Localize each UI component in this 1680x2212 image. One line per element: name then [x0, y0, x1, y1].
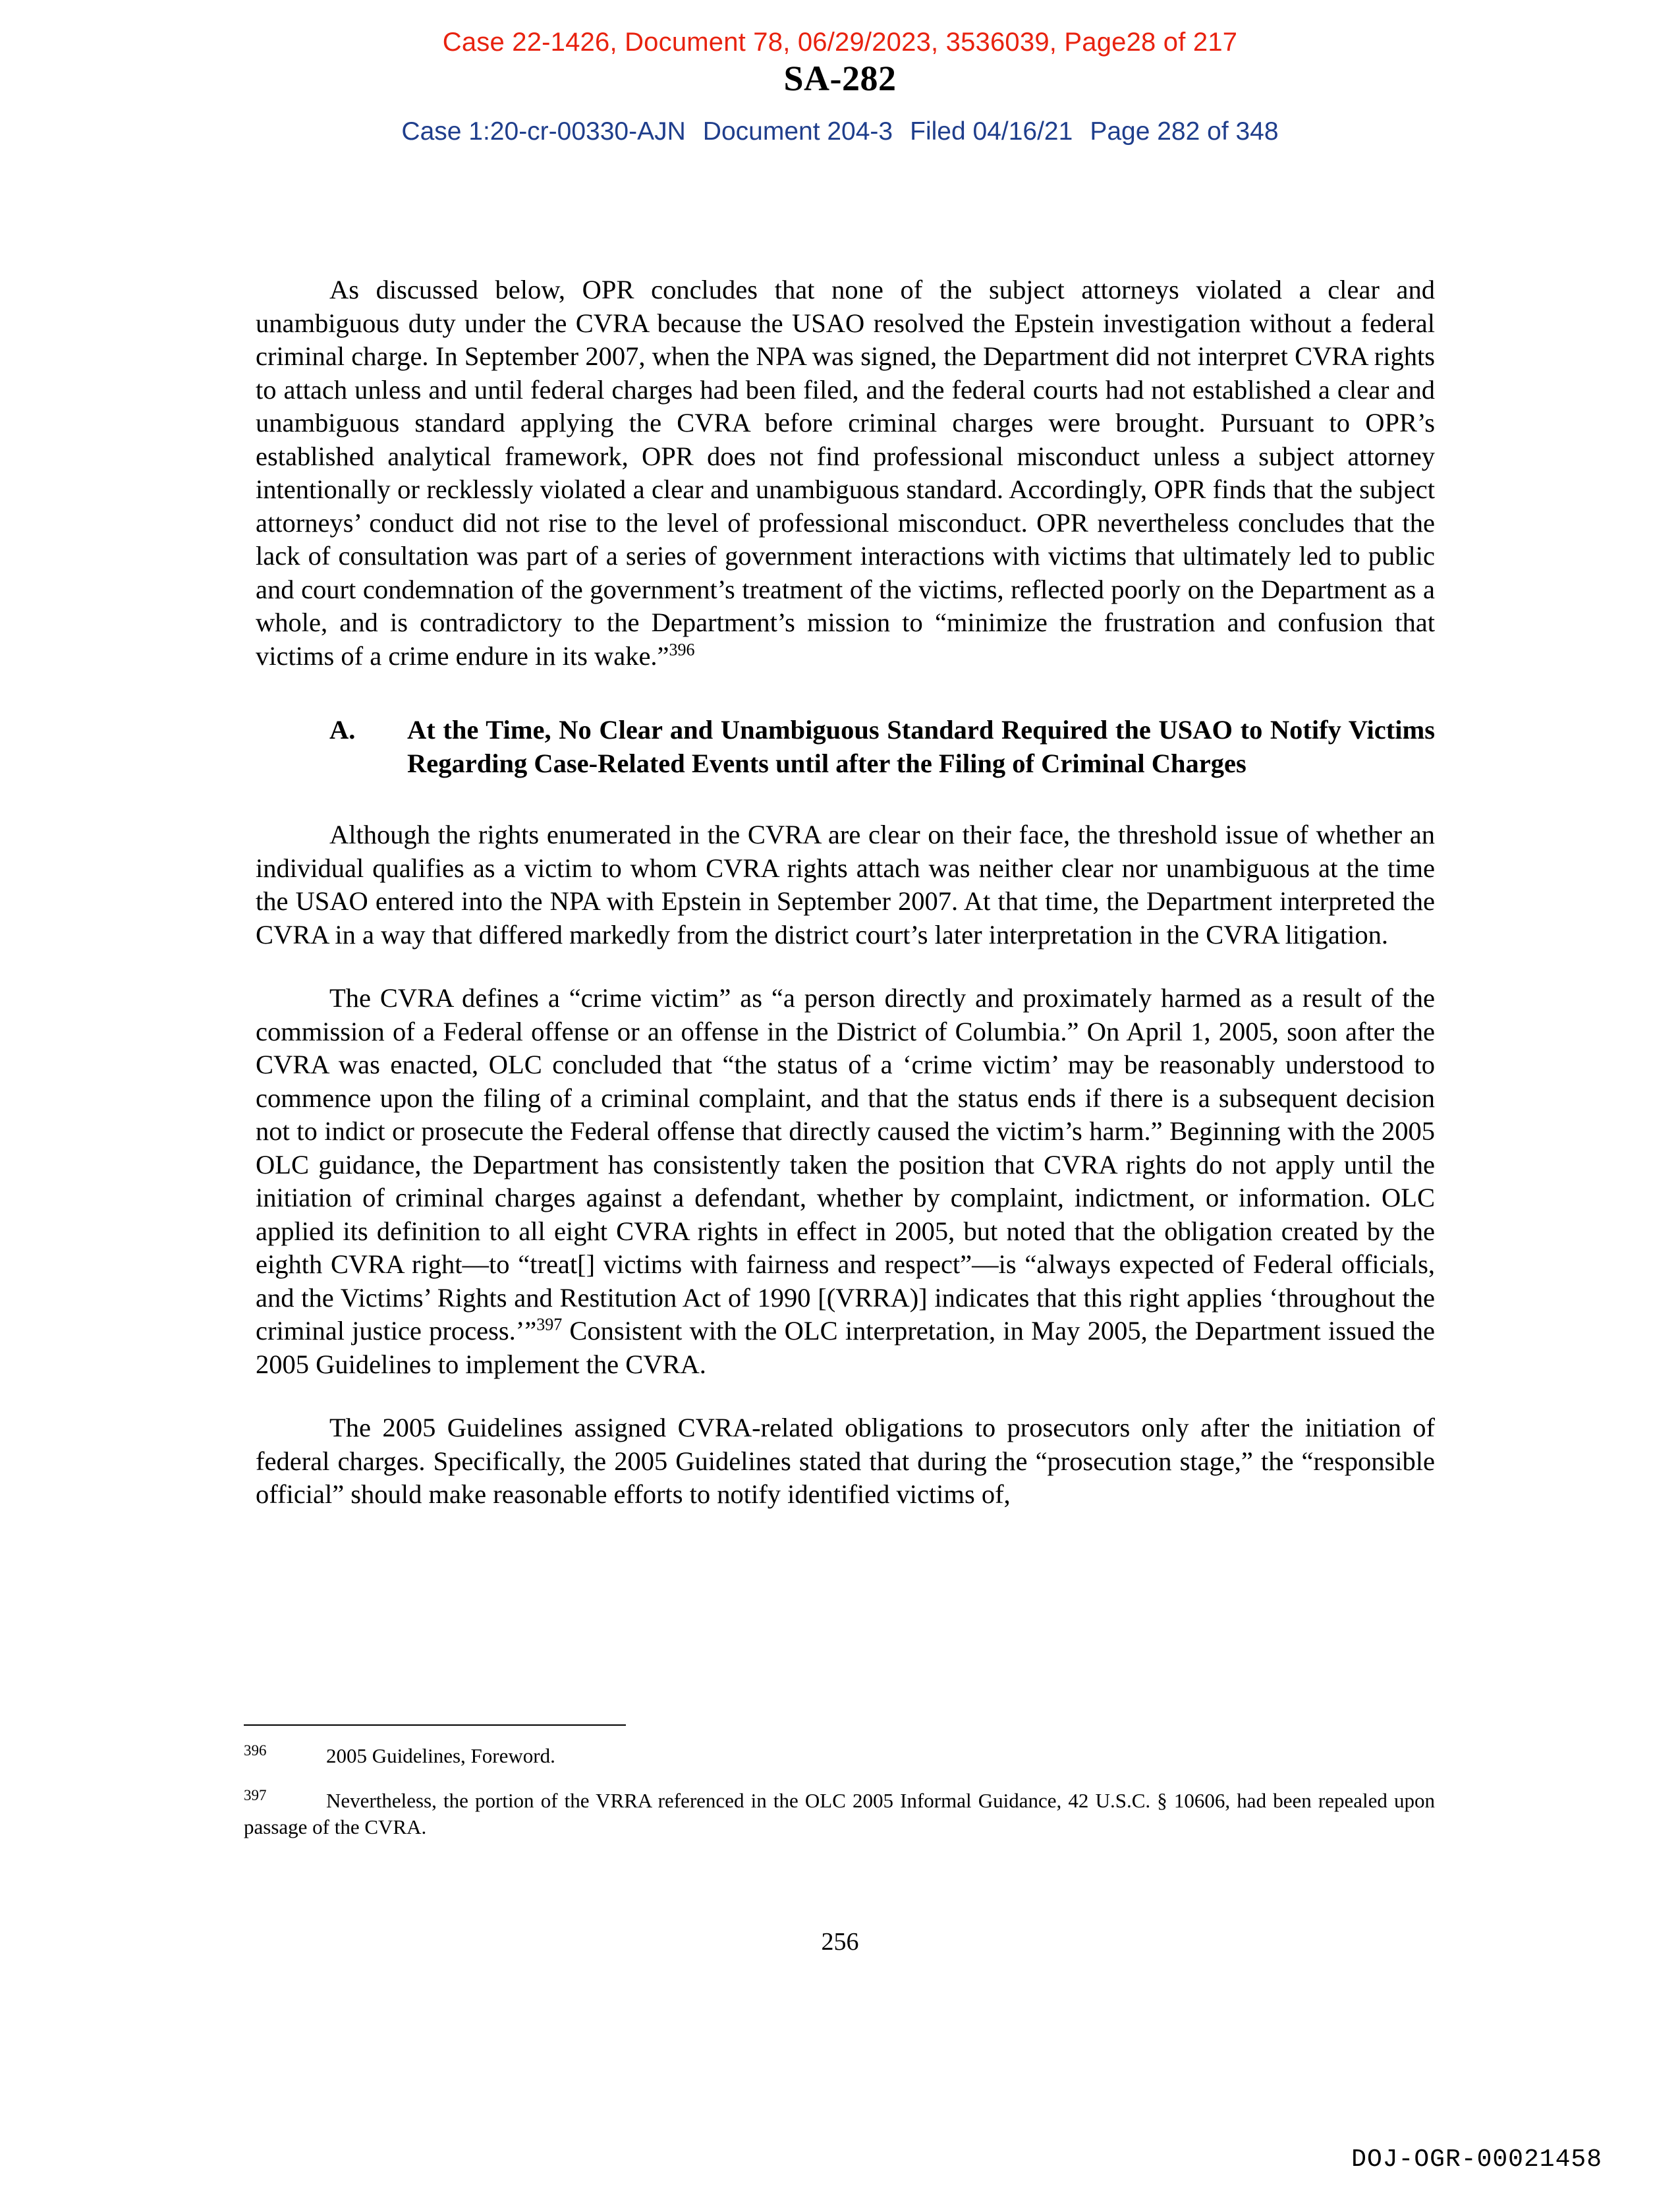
paragraph-1: [256, 273, 1435, 673]
district-filed-date: Filed 04/16/21: [910, 117, 1073, 146]
paragraph-4: The 2005 Guidelines assigned CVRA-related obligations to prosecutors only after the initiation of federal charges. Specifically, the 2005 Guidelines stated that during the “prosecution stage,” the “responsible official” should make reasonable efforts to notify identified victims of,: [256, 1413, 1435, 1509]
footnote-marker-397: 397: [536, 1315, 563, 1334]
footnote-separator-rule: [244, 1724, 626, 1726]
section-title: At the Time, No Clear and Unambiguous Standard Required the USAO to Notify Victims Regarding Case-Related Events until after the Filing of Criminal Charges: [407, 715, 1435, 778]
section-letter: A.: [329, 715, 356, 745]
footnote-396-text: 2005 Guidelines, Foreword.: [326, 1744, 555, 1767]
footnote-396: [244, 1743, 1435, 1769]
ecf-header-stamp: Case 22-1426, Document 78, 06/29/2023, 3536039, Page28 of 217: [442, 28, 1238, 57]
footnote-397-text: Nevertheless, the portion of the VRRA referenced in the OLC 2005 Informal Guidance, 42 U.S.C. § 10606, had been repealed upon passage of the CVRA.: [244, 1789, 1435, 1838]
bates-number: DOJ-OGR-00021458: [1351, 2145, 1602, 2174]
district-document-number: Document 204-3: [702, 117, 893, 146]
paragraph-3-text-b: Consistent with the OLC interpretation, in May 2005, the Department issued the 2005 Guidelines to implement the CVRA.: [256, 1316, 1435, 1379]
document-body: [256, 273, 1435, 1512]
paragraph-1-text: As discussed below, OPR concludes that none of the subject attorneys violated a clear and unambiguous duty under the CVRA because the USAO resolved the Epstein investigation without a federal criminal charge. In September 2007, when the NPA was signed, the Department did not interpret CVRA rights to attach unless and until federal charges had been filed, and the federal courts had not established a clear and unambiguous standard applying the CVRA before criminal charges were brought. Pursuant to OPR’s established analytical framework, OPR does not find professional misconduct unless a subject attorney intentionally or recklessly violated a clear and unambiguous standard. Accordingly, OPR finds that the subject attorneys’ conduct did not rise to the level of professional misconduct. OPR nevertheless concludes that the lack of consultation was part of a series of government interactions with victims that ultimately led to public and court condemnation of the government’s treatment of the victims, reflected poorly on the Department as a whole, and is contradictory to the Department’s mission to “minimize the frustration and confusion that victims of a crime endure in its wake.”: [256, 275, 1435, 671]
district-court-header-stamp: [0, 117, 1680, 146]
footnote-marker-396: 396: [669, 640, 695, 659]
district-case-number: Case 1:20-cr-00330-AJN: [401, 117, 686, 146]
appendix-page-label: SA-282: [783, 59, 897, 98]
footnote-area: [244, 1724, 1435, 1859]
footnote-397: [244, 1788, 1435, 1840]
paragraph-3-text-a: The CVRA defines a “crime victim” as “a person directly and proximately harmed as a result of the commission of a Federal offense or an offense in the District of Columbia.” On April 1, 2005, soon after the CVRA was enacted, OLC concluded that “the status of a ‘crime victim’ may be reasonably understood to commence upon the filing of a criminal complaint, and that the status ends if there is a subsequent decision not to indict or prosecute the Federal offense that directly caused the victim’s harm.” Beginning with the 2005 OLC guidance, the Department has consistently taken the position that CVRA rights do not apply until the initiation of criminal charges against a defendant, whether by complaint, indictment, or information. OLC applied its definition to all eight CVRA rights in effect in 2005, but noted that the obligation created by the eighth CVRA right—to “treat[] victims with fairness and respect”—is “always expected of Federal officials, and the Victims’ Rights and Restitution Act of 1990 [(VRRA)] indicates that this right applies ‘throughout the criminal justice process.’”: [256, 983, 1435, 1346]
district-page-number: Page 282 of 348: [1090, 117, 1279, 146]
paragraph-2: Although the rights enumerated in the CVRA are clear on their face, the threshold issue of whether an individual qualifies as a victim to whom CVRA rights attach was neither clear nor unambiguous at the time the USAO entered into the NPA with Epstein in September 2007. At that time, the Department interpreted the CVRA in a way that differed markedly from the district court’s later interpretation in the CVRA litigation.: [256, 820, 1435, 950]
footnote-396-number: 396: [244, 1742, 267, 1759]
paragraph-3: [256, 982, 1435, 1381]
footnote-397-number: 397: [244, 1786, 267, 1803]
section-heading-a: [256, 714, 1435, 780]
page-number: 256: [821, 1928, 859, 1956]
